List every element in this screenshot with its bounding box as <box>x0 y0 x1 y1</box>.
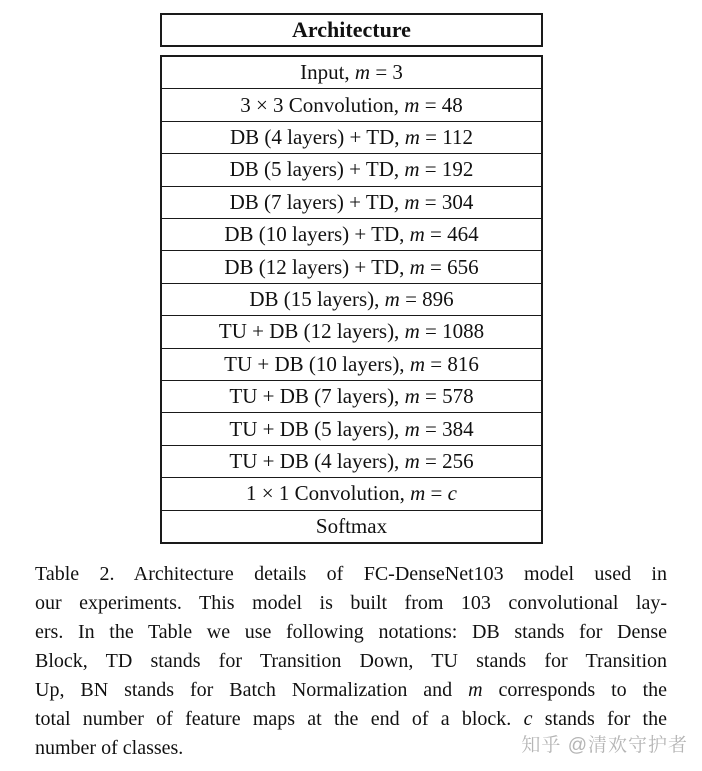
text-segment: = 578 <box>419 384 474 409</box>
caption-line <box>35 618 667 647</box>
text-segment: total number of feature maps at the end of a block. <box>35 708 524 730</box>
math-variable: c <box>523 708 533 730</box>
table-row <box>162 413 541 445</box>
math-variable: m <box>404 319 420 344</box>
text-segment: TU + DB (7 layers), <box>229 384 405 409</box>
text-segment: = 464 <box>424 222 479 247</box>
text-segment: = 1088 <box>419 319 485 344</box>
text-segment: Input, <box>300 60 355 85</box>
text-segment: = 3 <box>370 60 403 85</box>
table-row <box>162 89 541 121</box>
math-variable: m <box>404 449 420 474</box>
text-segment: = <box>425 481 448 506</box>
text-segment: TU + DB (12 layers), <box>218 319 405 344</box>
table-row <box>162 478 541 510</box>
math-variable: m <box>384 287 400 312</box>
text-segment: corresponds to the <box>482 679 668 701</box>
math-variable: c <box>447 481 457 506</box>
text-segment: our experiments. This model is built from 103 convolutional lay- <box>35 592 667 614</box>
text-segment: DB (5 layers) + TD, <box>229 157 405 182</box>
text-segment: = 192 <box>419 157 474 182</box>
math-variable: m <box>404 189 420 214</box>
table-header-label: Architecture <box>292 17 411 42</box>
text-segment: TU + DB (10 layers), <box>224 351 410 376</box>
text-segment: ers. In the Table we use following notations: DB stands for Dense <box>35 621 667 643</box>
math-variable: m <box>404 125 420 150</box>
math-variable: m <box>404 416 420 441</box>
math-variable: m <box>404 157 420 182</box>
text-segment: = 656 <box>424 254 479 279</box>
architecture-table <box>160 13 543 544</box>
table-row <box>162 122 541 154</box>
text-segment: 1 × 1 Convolution, <box>246 481 411 506</box>
text-segment: = 256 <box>419 449 474 474</box>
text-segment: number of classes. <box>35 737 184 759</box>
table-row <box>162 511 541 542</box>
table-row <box>162 349 541 381</box>
text-segment: = 48 <box>419 92 463 117</box>
text-segment: Block, TD stands for Transition Down, TU stands for Transition <box>35 650 667 672</box>
math-variable: m <box>409 254 425 279</box>
text-segment: DB (4 layers) + TD, <box>229 125 405 150</box>
text-segment: = 304 <box>419 189 474 214</box>
table-row <box>162 251 541 283</box>
table-row <box>162 381 541 413</box>
text-segment: TU + DB (5 layers), <box>229 416 405 441</box>
caption-line <box>35 647 667 676</box>
watermark-text: 知乎 @清欢守护者 <box>521 735 688 756</box>
text-segment: DB (12 layers) + TD, <box>224 254 410 279</box>
math-variable: m <box>468 679 483 701</box>
text-segment: 3 × 3 Convolution, <box>240 92 405 117</box>
table-row <box>162 316 541 348</box>
text-segment: DB (15 layers), <box>249 287 385 312</box>
text-segment: DB (7 layers) + TD, <box>229 189 405 214</box>
table-row <box>162 154 541 186</box>
table-header-row <box>160 13 543 47</box>
text-segment: = 384 <box>419 416 474 441</box>
table-row <box>162 57 541 89</box>
math-variable: m <box>409 222 425 247</box>
text-segment: Up, BN stands for Batch Normalization and <box>35 679 469 701</box>
watermark <box>521 730 688 757</box>
math-variable: m <box>410 481 426 506</box>
text-segment: TU + DB (4 layers), <box>229 449 405 474</box>
math-variable: m <box>404 92 420 117</box>
text-segment: = 816 <box>424 351 479 376</box>
text-segment: Table 2. Architecture details of FC-DenseNet103 model used in <box>35 563 667 585</box>
table-row <box>162 219 541 251</box>
caption-line <box>35 676 667 705</box>
text-segment: = 112 <box>419 125 473 150</box>
table-row <box>162 284 541 316</box>
table-row <box>162 187 541 219</box>
caption-line <box>35 560 667 589</box>
table-body <box>160 55 543 544</box>
text-segment: DB (10 layers) + TD, <box>224 222 410 247</box>
text-segment: stands for the <box>532 708 667 730</box>
math-variable: m <box>354 60 371 85</box>
caption-line <box>35 589 667 618</box>
math-variable: m <box>404 384 420 409</box>
text-segment: Softmax <box>315 513 388 538</box>
text-segment: = 896 <box>399 287 454 312</box>
math-variable: m <box>409 351 425 376</box>
table-row <box>162 446 541 478</box>
